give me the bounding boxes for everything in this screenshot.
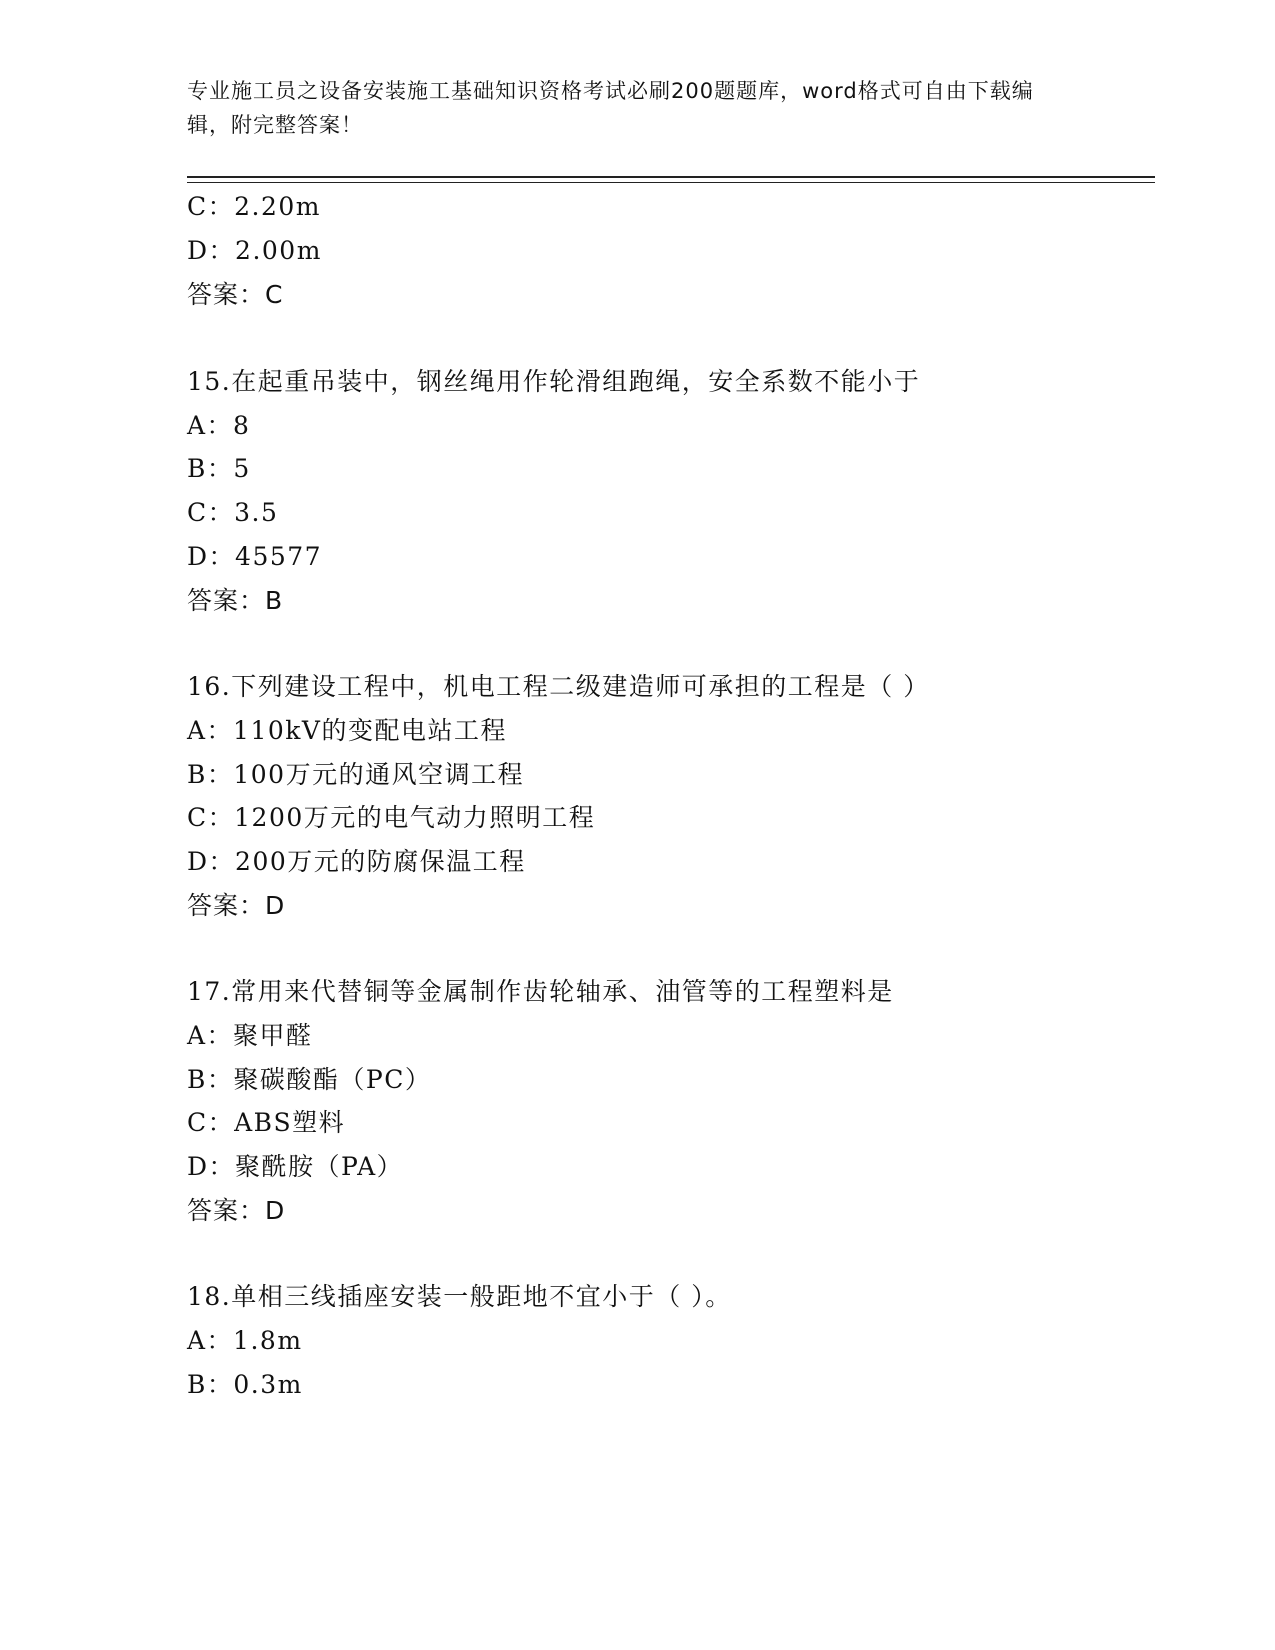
question-16-option-a: A：110kV的变配电站工程 [187, 716, 507, 745]
question-18-stem: 18.单相三线插座安装一般距地不宜小于（ ）。 [187, 1282, 732, 1311]
question-16-option-c: C：1200万元的电气动力照明工程 [187, 803, 596, 832]
question-17-option-b: B：聚碳酸酯（PC） [187, 1065, 432, 1094]
prev-answer: 答案：C [187, 280, 284, 309]
question-15-stem: 15.在起重吊装中，钢丝绳用作轮滑组跑绳，安全系数不能小于 [187, 367, 921, 396]
question-18-option-a: A：1.8m [187, 1326, 303, 1355]
question-17-stem: 17.常用来代替铜等金属制作齿轮轴承、油管等的工程塑料是 [187, 977, 894, 1006]
question-15-option-b: B：5 [187, 454, 251, 483]
question-15-option-d: D：45577 [187, 542, 323, 571]
document-header: 专业施工员之设备安装施工基础知识资格考试必刷200题题库，word格式可自由下载编辑，附完整答案！ [187, 79, 1034, 137]
question-17-option-c: C：ABS塑料 [187, 1108, 346, 1137]
question-16-answer: 答案：D [187, 891, 286, 920]
question-17-option-d: D：聚酰胺（PA） [187, 1152, 404, 1181]
question-16-option-b: B：100万元的通风空调工程 [187, 760, 525, 789]
header-rule-thick [187, 176, 1155, 178]
question-17-answer: 答案：D [187, 1196, 286, 1225]
question-15-option-c: C：3.5 [187, 498, 279, 527]
question-17-option-a: A：聚甲醛 [187, 1021, 313, 1050]
prev-option-d: D：2.00m [187, 236, 322, 265]
question-16-stem: 16.下列建设工程中，机电工程二级建造师可承担的工程是（ ） [187, 672, 930, 701]
question-18-option-b: B：0.3m [187, 1370, 303, 1399]
question-16-option-d: D：200万元的防腐保温工程 [187, 847, 526, 876]
question-15-option-a: A：8 [187, 411, 251, 440]
prev-option-c: C：2.20m [187, 192, 321, 221]
header-rule-thin [187, 182, 1155, 183]
question-15-answer: 答案：B [187, 586, 284, 615]
